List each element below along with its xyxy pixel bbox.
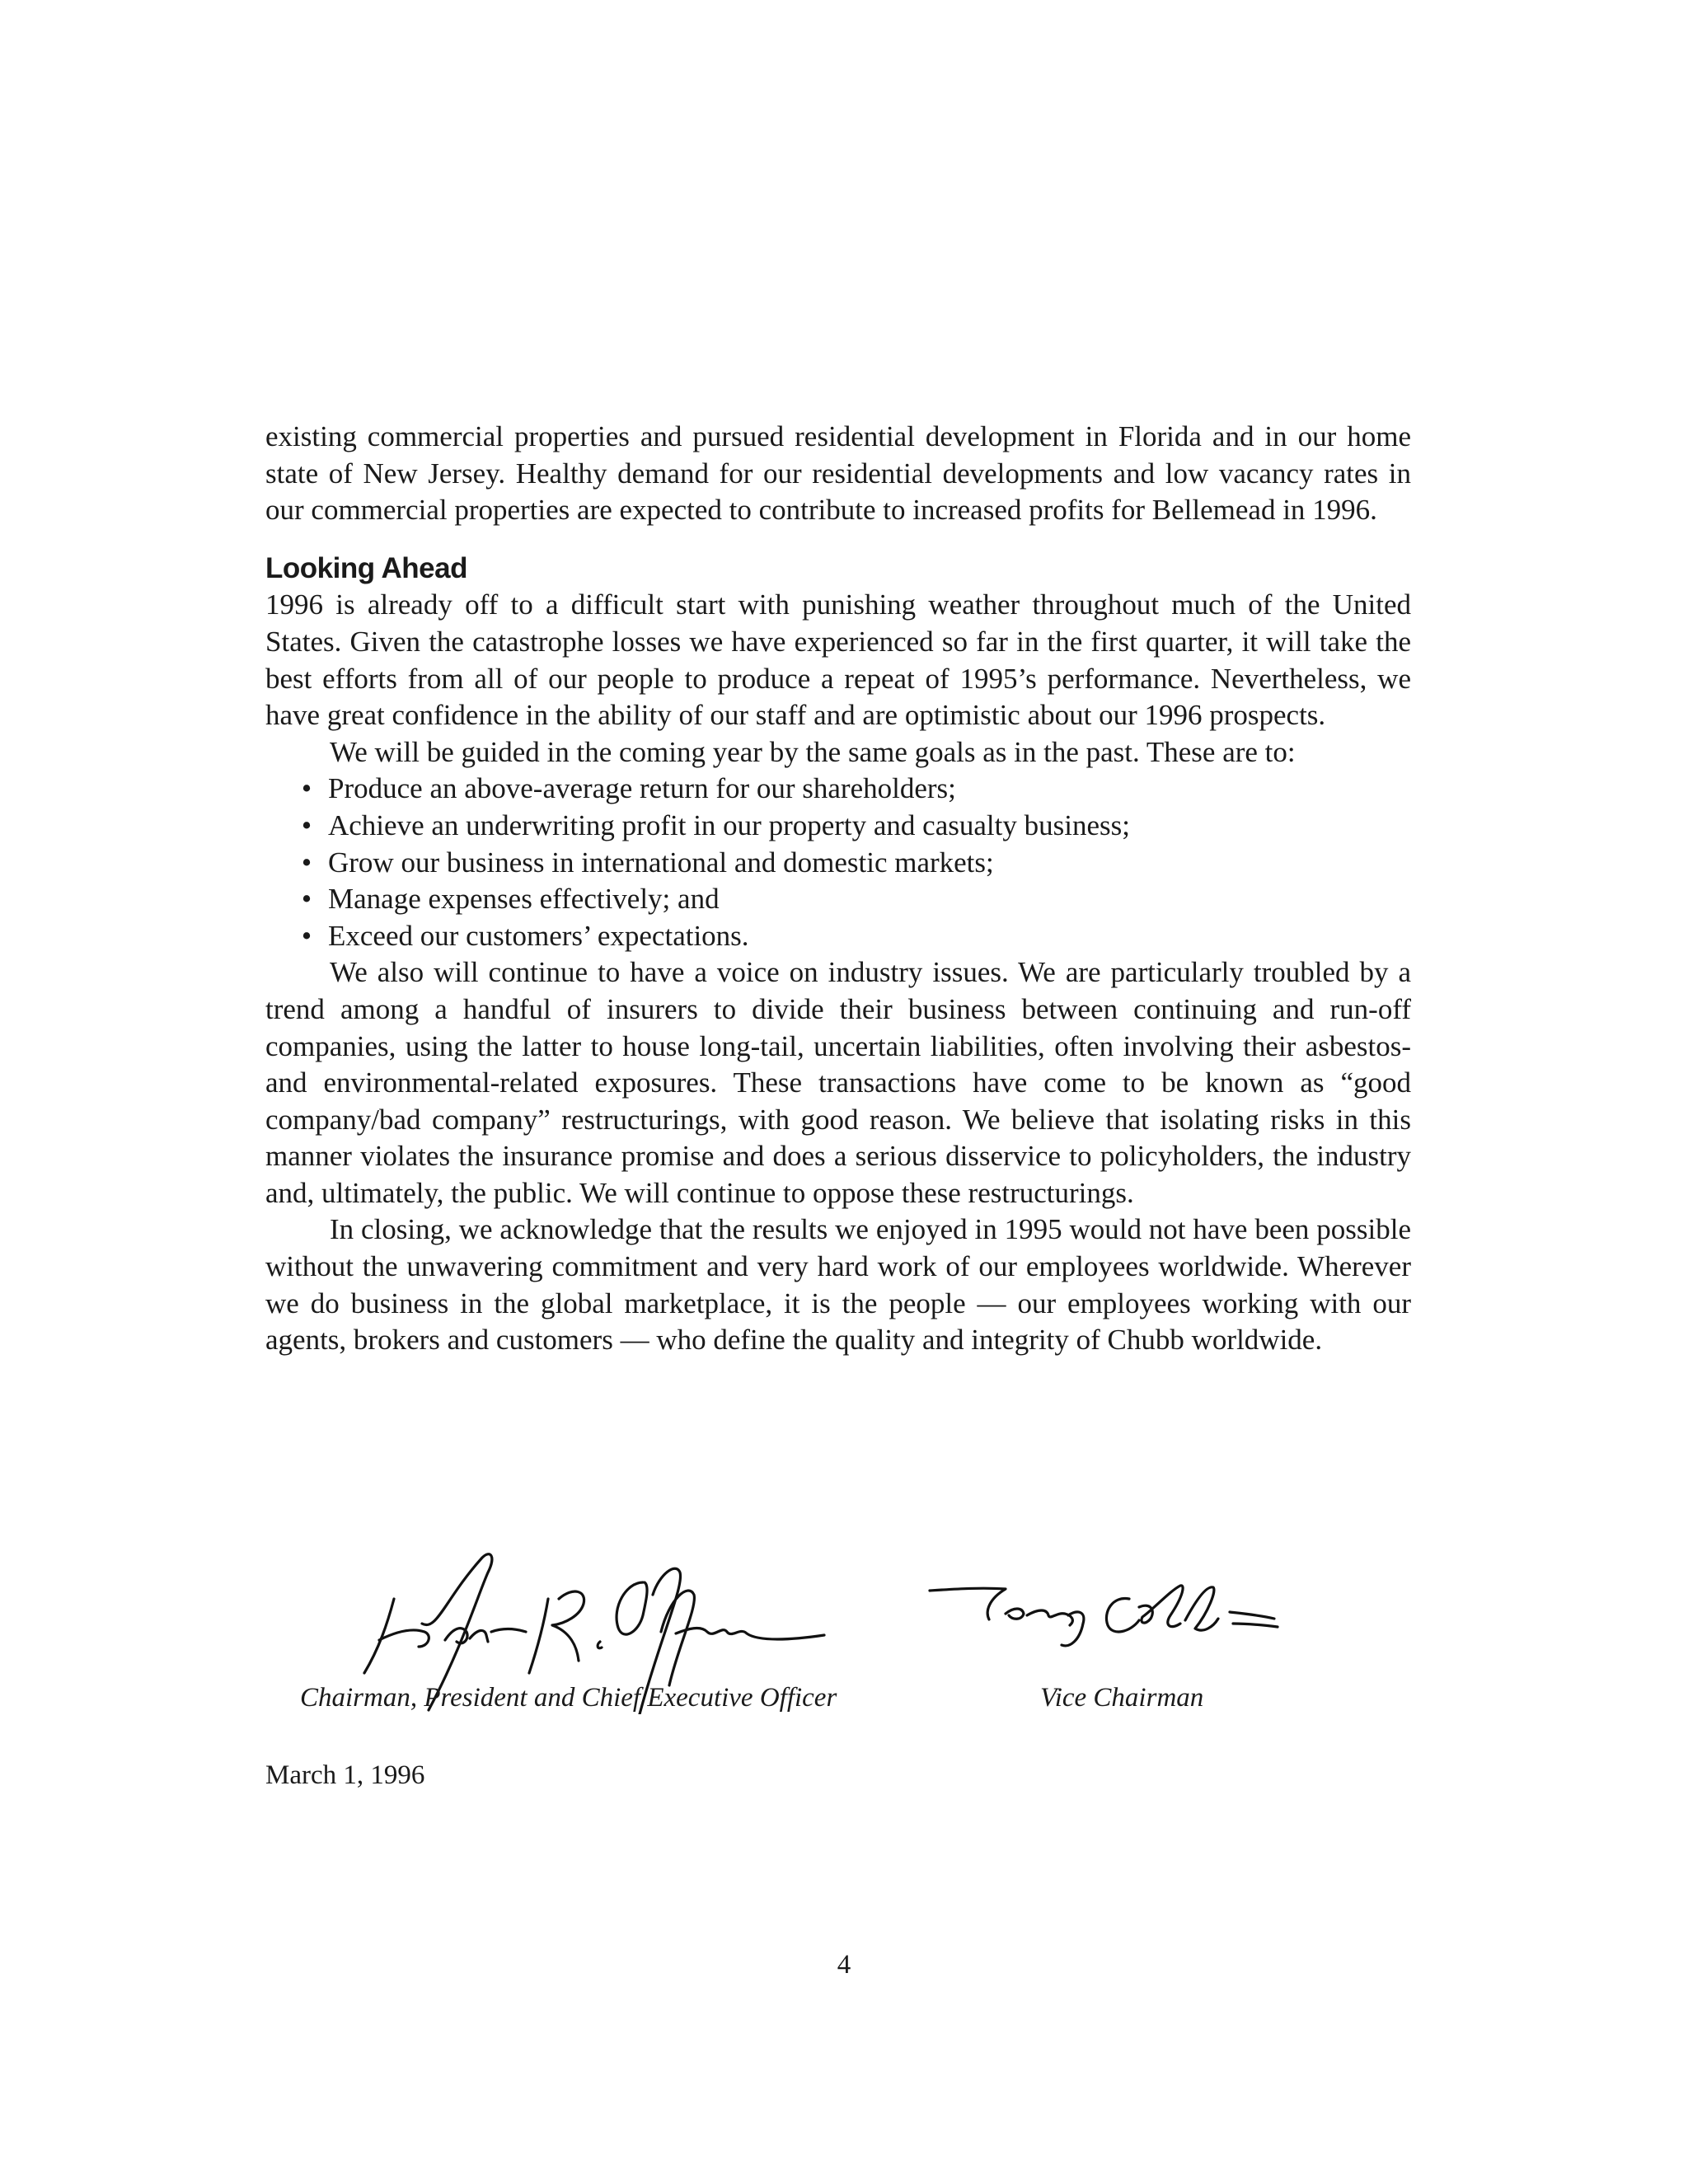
outlook-paragraph: 1996 is already off to a difficult start with punishing weather throughout much of the United States. Given the catastrophe losses we have experienced so far in the first quarter, it will take the best efforts from all of our people to produce a repeat of 1995’s performance. Nevertheless, we have great confidence in the ability of our staff and are optimistic about our 1996 prospects. — [265, 588, 1411, 732]
vice-chairman-title: Vice Chairman — [1040, 1683, 1204, 1713]
vice-chairman-signature — [923, 1566, 1352, 1681]
intro-paragraph: existing commercial properties and pursued residential development in Florida and in our home state of New Jersey. Healthy demand for our residential developments and low vacancy rates in our commercial properties are expected to contribute to increased profits for Bellemead in 1996. — [265, 420, 1411, 527]
letter-date: March 1, 1996 — [265, 1760, 425, 1790]
goal-text: Manage expenses effectively; and — [328, 883, 720, 916]
bullet-icon: • — [301, 883, 312, 916]
goal-text: Grow our business in international and domestic markets; — [328, 846, 994, 879]
list-item — [265, 845, 1411, 882]
page-number: 4 — [837, 1950, 851, 1980]
list-item — [265, 771, 1411, 808]
goal-text: Exceed our customers’ expectations. — [328, 919, 749, 952]
goals-intro-paragraph: We will be guided in the coming year by the same goals as in the past. These are to: — [330, 735, 1296, 768]
letter-body — [265, 419, 1411, 1359]
industry-issues-paragraph: We also will continue to have a voice on industry issues. We are particularly troubled by a trend among a handful of insurers to divide their business between continuing and run-off companies, using the latter to house long-tail, uncertain liabilities, often involving their asbestos- and environmental-related exposures. These transactions have come to be known as “good company/bad company” restructurings, with good reason. We believe that isolating risks in this manner violates the insurance promise and does a serious disservice to policyholders, the industry and, ultimately, the public. We will continue to oppose these restructurings. — [265, 956, 1411, 1209]
list-item — [265, 918, 1411, 955]
goals-list — [265, 771, 1411, 954]
bullet-icon: • — [301, 846, 312, 879]
bullet-icon: • — [301, 808, 312, 841]
list-item — [265, 808, 1411, 845]
bullet-icon: • — [301, 772, 312, 805]
chairman-title: Chairman, President and Chief Executive Officer — [300, 1683, 837, 1713]
list-item — [265, 881, 1411, 918]
section-heading: Looking Ahead — [265, 551, 467, 584]
bullet-icon: • — [301, 919, 312, 952]
goal-text: Achieve an underwriting profit in our property and casualty business; — [328, 808, 1130, 841]
goal-text: Produce an above-average return for our shareholders; — [328, 772, 956, 805]
closing-paragraph: In closing, we acknowledge that the results we enjoyed in 1995 would not have been possible without the unwavering commitment and very hard work of our employees worldwide. Wherever we do business in the global marketplace, it is the people — our employees working with our agents, brokers and customers — who define the quality and integrity of Chubb worldwide. — [265, 1213, 1411, 1357]
